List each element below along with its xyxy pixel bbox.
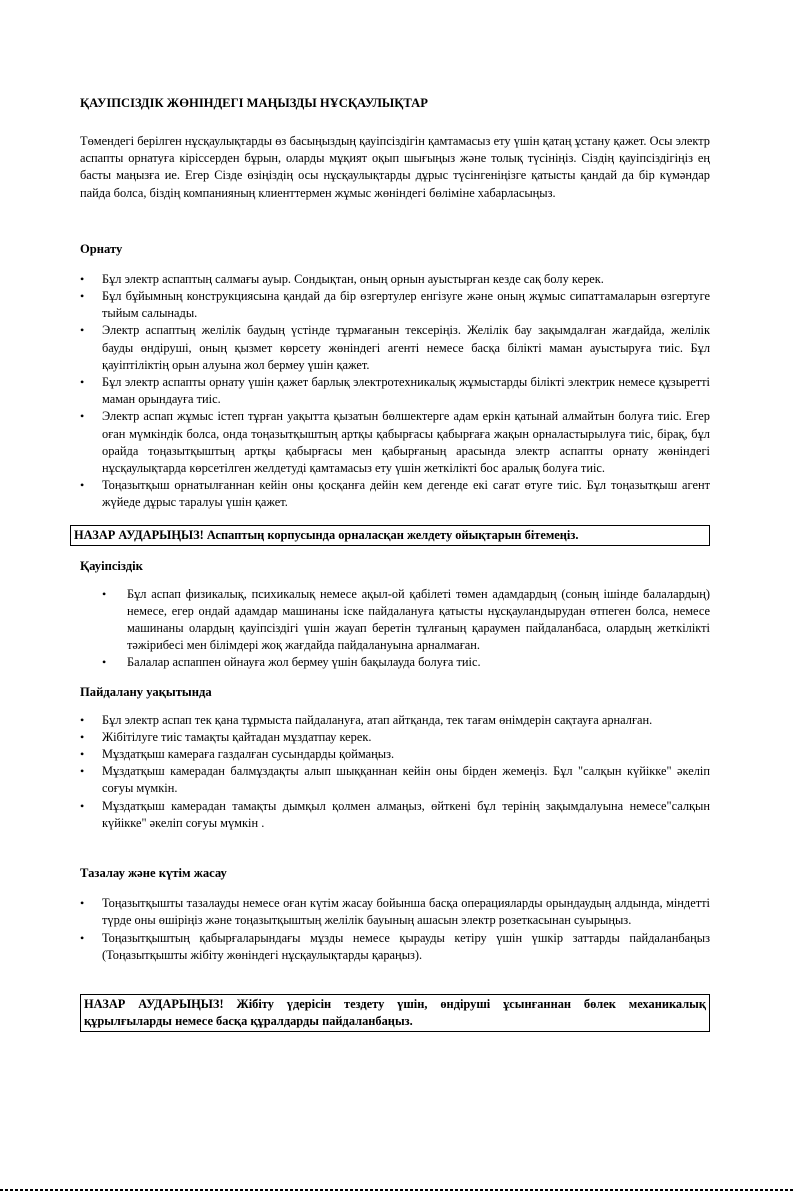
list-item: • Тоңазытқыштың қабырғаларындағы мұзды немесе қырауды кетіру үшін үшкір заттарды пайдаланбаңыз (Тоңазытқышты жібіту жөніндегі нұсқаулықтарды қараңыз). bbox=[80, 930, 710, 964]
list-item: • Бұл электр аспаптың салмағы ауыр. Сондықтан, оның орнын ауыстырған кезде сақ болу керек. bbox=[80, 271, 710, 288]
list-item: • Бұл аспап физикалық, психикалық немесе ақыл-ой қабілеті төмен адамдардың (соның ішінде балалардың) немесе, егер ондай адамдар машинаны іске пайдалануға қатысты нұсқауландырудан өтпеген болса, немесе машинаны олардың қауіпсіздігі үшін жауап беретін тұлғаның қараумен пайдаланбаса, олардың жеткілікті тәжірибесі мен білімдері жоқ жағдайда пайдалануына арналмаған. bbox=[80, 586, 710, 655]
list-item: • Тоңазытқыш орнатылғаннан кейін оны қосқанға дейін кем дегенде екі сағат өтуге тиіс. Бұл тоңазытқыш агент жүйеде дұрыс таралуы үшін қажет. bbox=[80, 477, 710, 511]
section-heading-usage: Пайдалану уақытында bbox=[80, 684, 212, 699]
list-item: • Мұздатқыш камерадан балмұздақты алып шыққаннан кейін оны бірден жемеңіз. Бұл "салқын күйікке" әкеліп соғуы мүмкін. bbox=[80, 763, 710, 797]
list-item: • Бұл электр аспап тек қана тұрмыста пайдалануға, атап айтқанда, тек тағам өнімдерін сақтауға арналған. bbox=[80, 712, 710, 729]
section-heading-installation: Орнату bbox=[80, 241, 123, 256]
installation-list bbox=[80, 271, 710, 512]
intro-paragraph: Төмендегі берілген нұсқаулықтарды өз басыңыздың қауіпсіздігін қамтамасыз ету үшін қатаң ұстану қажет. Осы электр аспапты орнатуға кіріссерден бұрын, оларды мұқият оқып шығыңыз және толық түсініңіз. Сіздің қауіпсіздігіңіз ең басты маңызға ие. Егер Сізде өзіңіздің осы нұсқаулықтарды дұрыс түсінгеніңізге қатысты қандай да бір күмәндар пайда болса, біздің компанияның клиенттермен жұмыс жөніндегі бөліміне хабарласыңыз. bbox=[80, 134, 710, 200]
list-item: • Электр аспаптың желілік баудың үстінде тұрмағанын тексеріңіз. Желілік бау зақымдалған жағдайда, желілік бауды өндіруші, оның қызмет көрсету жөніндегі агенті немесе басқа білікті маман ауыстыруға тиіс. Бұл қауіптіліктің орын алуына жол бермеу үшін қажет. bbox=[80, 322, 710, 374]
section-heading-cleaning: Тазалау және күтім жасау bbox=[80, 866, 227, 881]
list-item: • Бұл бұйымның конструкциясына қандай да бір өзгертулер енгізуге және оның жұмыс сипаттамаларын өзгертуге тыйым салынады. bbox=[80, 288, 710, 322]
page-title: ҚАУІПСІЗДІК ЖӨНІНДЕГІ МАҢЫЗДЫ НҰСҚАУЛЫҚТАР bbox=[80, 96, 428, 110]
list-item: • Мұздатқыш камераға газдалған сусындарды қоймаңыз. bbox=[80, 746, 710, 763]
section-heading-safety: Қауіпсіздік bbox=[80, 558, 143, 573]
document-page bbox=[74, 95, 710, 1032]
warning-box-defrost: НАЗАР АУДАРЫҢЫЗ! Жібіту үдерісін тездету үшін, өндіруші ұсынғаннан бөлек механикалық құрылғыларды немесе басқа құралдарды пайдаланбаңыз. bbox=[80, 994, 710, 1032]
warning-box-ventilation: НАЗАР АУДАРЫҢЫЗ! Аспаптың корпусында орналасқан желдету ойықтарын бітемеңіз. bbox=[70, 525, 710, 546]
list-item: • Балалар аспаппен ойнауға жол бермеу үшін бақылауда болуға тиіс. bbox=[80, 654, 710, 671]
list-item: • Бұл электр аспапты орнату үшін қажет барлық электротехникалық жұмыстарды білікті электрик немесе құзыретті маман орындауға тиіс. bbox=[80, 374, 710, 408]
list-item: • Электр аспап жұмыс істеп тұрған уақытта қызатын бөлшектерге адам еркін қатынай алмайтын болуға тиіс. Егер оған мүмкіндік болса, онда тоңазытқыштың артқы қабырғасы қабырғаға жақын орналастырылуға тиіс, бірақ, бұл орайда тоңазытқыштың артқы қабырғасы мен қабырғаның арасында электр аспапты орнату жөніндегі нұсқаулықтарда көрсетілген желдетуді қамтамасыз ету үшін жеткілікті бос аралық болуға тиіс. bbox=[80, 408, 710, 477]
safety-list bbox=[80, 586, 710, 672]
list-item: • Тоңазытқышты тазалауды немесе оған күтім жасау бойынша басқа операцияларды орындаудың алдында, міндетті түрде оны өшіріңіз және тоңазытқыштың желілік бауының ашасын электр розеткасынан суырыңыз. bbox=[80, 895, 710, 929]
list-item: • Жібітілуге тиіс тамақты қайтадан мұздатпау керек. bbox=[80, 729, 710, 746]
usage-list bbox=[80, 712, 710, 832]
cleaning-list bbox=[80, 895, 710, 964]
list-item: • Мұздатқыш камерадан тамақты дымқыл қолмен алмаңыз, өйткені бұл терінің зақымдалуына немесе"салқын күйікке" әкеліп соғуы мүмкін . bbox=[80, 798, 710, 832]
